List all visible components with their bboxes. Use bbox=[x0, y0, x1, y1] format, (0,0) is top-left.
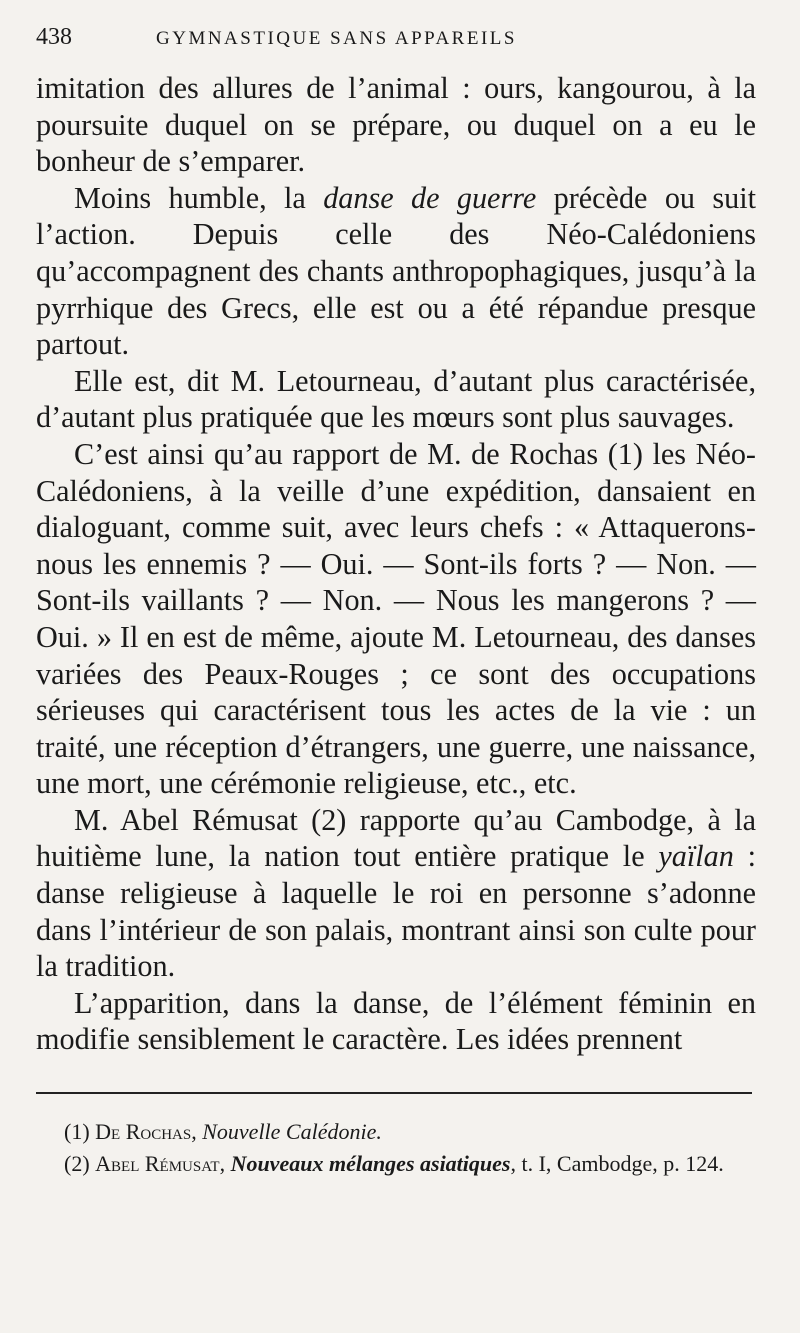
footnote-1-separator: , bbox=[191, 1119, 203, 1145]
footnote-2-rest: , t. I, Cambodge, p. 124. bbox=[510, 1151, 724, 1177]
paragraph-5-text-b: : danse religieuse à laquelle le roi en personne s’adonne dans l’intérieur de son palais, montrant ainsi son culte pour la tradition. bbox=[36, 839, 757, 984]
paragraph-2-text-b: précède ou suit l’action. Depuis celle des Néo-Calédoniens qu’accompagnent des chants anthropophagiques, jusqu’à la pyrrhique des Grecs, elle est ou a été répandue presque partout. bbox=[36, 180, 757, 362]
paragraph-6: L’apparition, dans la danse, de l’élément féminin en modifie sensiblement le caractère. Les idées prennent bbox=[36, 985, 756, 1057]
footnote-2-number: (2) bbox=[64, 1151, 96, 1177]
footnote-2-author: Abel Rémusat bbox=[95, 1151, 220, 1177]
paragraph-2-text-a: Moins humble, la bbox=[74, 180, 324, 215]
footnote-2-separator: , bbox=[219, 1151, 231, 1177]
running-title: GYMNASTIQUE SANS APPAREILS bbox=[156, 28, 517, 49]
paragraph-2-italic: danse de guerre bbox=[323, 180, 537, 215]
paragraph-3: Elle est, dit M. Letourneau, d’autant plus caractérisée, d’autant plus pratiquée que les mœurs sont plus sauvages. bbox=[36, 363, 756, 435]
paragraph-5 bbox=[36, 802, 756, 985]
paragraph-4: C’est ainsi qu’au rapport de M. de Rochas (1) les Néo-Calédoniens, à la veille d’une expédition, dansaient en dialoguant, comme suit, avec leurs chefs : « Attaquerons-nous les ennemis ? — Oui. — Sont-ils forts ? — Non. — Sont-ils vaillants ? — Non. — Nous les mangerons ? — Oui. » Il en est de même, ajoute M. Letourneau, des danses variées des Peaux-Rouges ; ce sont des occupations sérieuses qui caractérisent tous les actes de la vie : un traité, une réception d’étrangers, une guerre, une naissance, une mort, une cérémonie religieuse, etc., etc. bbox=[36, 436, 756, 801]
book-page bbox=[36, 24, 756, 1314]
footnotes bbox=[36, 1116, 756, 1180]
paragraph-1: imitation des allures de l’animal : ours, kangourou, à la poursuite duquel on se prépare, ou duquel on a eu le bonheur de s’emparer. bbox=[36, 71, 756, 179]
paragraph-5-text-a: M. Abel Rémusat (2) rapporte qu’au Cambodge, à la huitième lune, la nation tout entière pratique le bbox=[36, 802, 756, 874]
footnote-1 bbox=[36, 1116, 756, 1148]
paragraph-2 bbox=[36, 180, 756, 363]
footnote-1-number: (1) bbox=[64, 1119, 96, 1145]
footnote-1-title: Nouvelle Calédonie. bbox=[202, 1119, 382, 1145]
paragraph-5-italic: yaïlan bbox=[658, 839, 734, 874]
footnote-1-author: De Rochas bbox=[95, 1119, 192, 1145]
running-header bbox=[36, 24, 756, 70]
footnote-rule bbox=[36, 1092, 752, 1094]
page-number: 438 bbox=[36, 24, 72, 50]
footnote-2-title: Nouveaux mélanges asiatiques bbox=[230, 1151, 511, 1177]
main-text bbox=[36, 70, 756, 1058]
footnote-2 bbox=[36, 1148, 756, 1180]
